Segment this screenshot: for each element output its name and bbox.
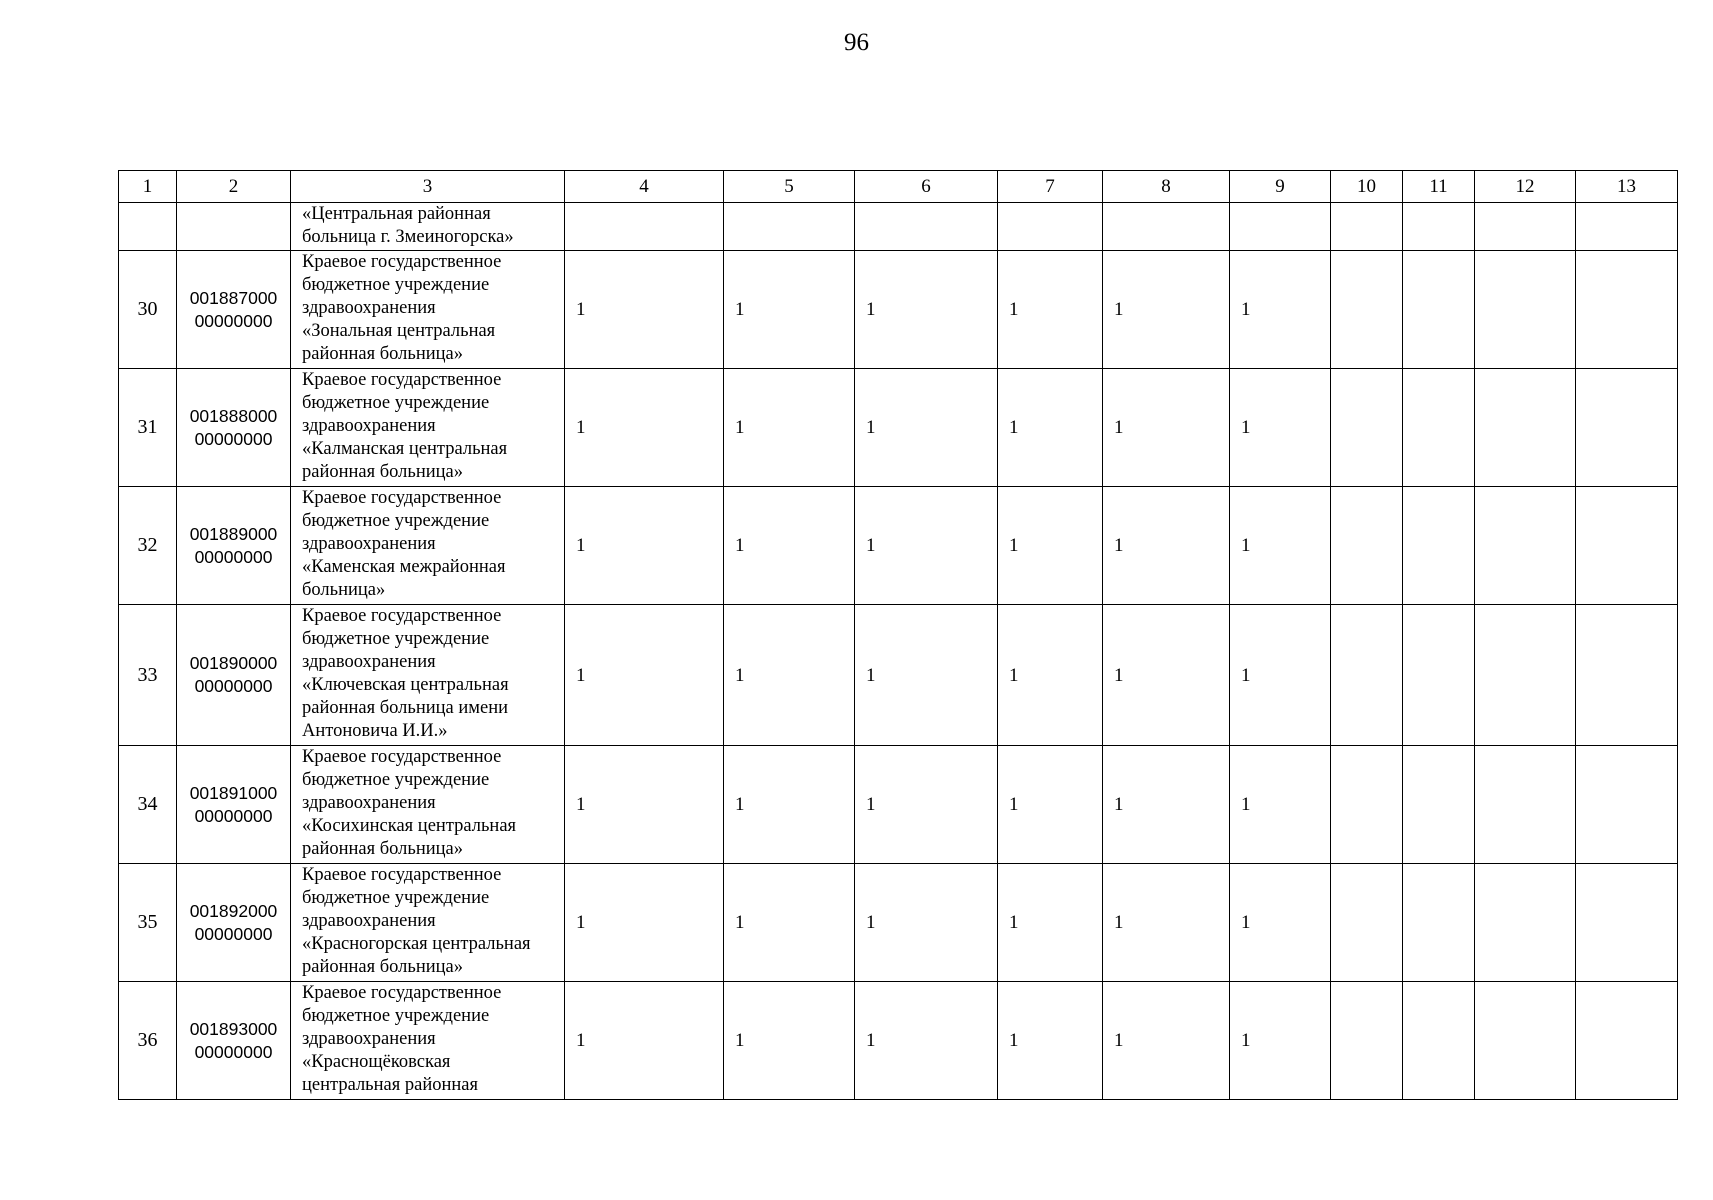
institution-code-line: 001888000 [189, 405, 278, 426]
value-cell-col-10 [1331, 203, 1403, 251]
column-number-header: 1 [119, 171, 177, 203]
value-cell-col-7: 1 [998, 487, 1103, 605]
value-cell-col-12 [1475, 982, 1576, 1100]
value-cell-col-11 [1403, 746, 1475, 864]
institution-code-line: 00000000 [194, 805, 273, 826]
value-cell-col-4 [565, 203, 724, 251]
value-cell-col-11 [1403, 982, 1475, 1100]
institution-code [177, 369, 291, 487]
value-cell-col-12 [1475, 487, 1576, 605]
institution-code-line: 001891000 [189, 782, 278, 803]
value-cell-col-8: 1 [1103, 746, 1230, 864]
value-cell-col-12 [1475, 203, 1576, 251]
institution-code-line: 001887000 [189, 287, 278, 308]
value-cell-col-5: 1 [724, 487, 855, 605]
column-number-header: 13 [1576, 171, 1678, 203]
value-cell-col-7 [998, 203, 1103, 251]
column-number-header: 4 [565, 171, 724, 203]
row-number: 36 [119, 982, 177, 1100]
value-cell-col-6: 1 [855, 982, 998, 1100]
value-cell-col-4: 1 [565, 864, 724, 982]
value-cell-col-6: 1 [855, 487, 998, 605]
institution-name: Краевое государственное бюджетное учреждение здравоохранения «Зональная центральная районная больница» [291, 251, 565, 369]
table-body [119, 171, 1678, 1100]
row-number: 31 [119, 369, 177, 487]
value-cell-col-7: 1 [998, 746, 1103, 864]
row-number: 33 [119, 605, 177, 746]
column-number-header-row [119, 171, 1678, 203]
value-cell-col-10 [1331, 487, 1403, 605]
value-cell-col-4: 1 [565, 487, 724, 605]
institution-name: Краевое государственное бюджетное учреждение здравоохранения «Ключевская центральная районная больница имени Антоновича И.И.» [291, 605, 565, 746]
value-cell-col-4: 1 [565, 251, 724, 369]
institution-name: Краевое государственное бюджетное учреждение здравоохранения «Косихинская центральная районная больница» [291, 746, 565, 864]
value-cell-col-8 [1103, 203, 1230, 251]
value-cell-col-5 [724, 203, 855, 251]
institution-name: Краевое государственное бюджетное учреждение здравоохранения «Красногорская центральная районная больница» [291, 864, 565, 982]
value-cell-col-11 [1403, 487, 1475, 605]
column-number-header: 11 [1403, 171, 1475, 203]
institution-code-line: 001890000 [189, 653, 278, 673]
value-cell-col-5: 1 [724, 605, 855, 746]
value-cell-col-9: 1 [1230, 369, 1331, 487]
institution-code-line: 00000000 [194, 546, 273, 567]
institution-code [177, 203, 291, 251]
table-row [119, 982, 1678, 1100]
institution-code-line: 00000000 [194, 676, 273, 696]
value-cell-col-4: 1 [565, 982, 724, 1100]
column-number-header: 10 [1331, 171, 1403, 203]
column-number-header: 8 [1103, 171, 1230, 203]
row-number: 35 [119, 864, 177, 982]
value-cell-col-13 [1576, 605, 1678, 746]
value-cell-col-10 [1331, 746, 1403, 864]
value-cell-col-8: 1 [1103, 369, 1230, 487]
table-row [119, 369, 1678, 487]
table-row [119, 487, 1678, 605]
value-cell-col-9: 1 [1230, 251, 1331, 369]
table-row [119, 746, 1678, 864]
institution-code-line: 00000000 [194, 428, 273, 449]
institution-code-line: 00000000 [194, 1041, 273, 1062]
value-cell-col-7: 1 [998, 251, 1103, 369]
value-cell-col-9 [1230, 203, 1331, 251]
institution-code [177, 487, 291, 605]
value-cell-col-6: 1 [855, 605, 998, 746]
value-cell-col-5: 1 [724, 864, 855, 982]
value-cell-col-11 [1403, 369, 1475, 487]
table-row [119, 605, 1678, 746]
value-cell-col-7: 1 [998, 369, 1103, 487]
data-table [118, 170, 1678, 1100]
value-cell-col-10 [1331, 605, 1403, 746]
value-cell-col-11 [1403, 203, 1475, 251]
value-cell-col-5: 1 [724, 746, 855, 864]
column-number-header: 7 [998, 171, 1103, 203]
value-cell-col-13 [1576, 369, 1678, 487]
value-cell-col-5: 1 [724, 369, 855, 487]
institution-code-line: 001893000 [189, 1018, 278, 1039]
column-number-header: 5 [724, 171, 855, 203]
value-cell-col-4: 1 [565, 746, 724, 864]
value-cell-col-6: 1 [855, 864, 998, 982]
value-cell-col-4: 1 [565, 605, 724, 746]
value-cell-col-13 [1576, 746, 1678, 864]
value-cell-col-6: 1 [855, 251, 998, 369]
institution-code-line: 001889000 [189, 523, 278, 544]
value-cell-col-11 [1403, 251, 1475, 369]
value-cell-col-13 [1576, 982, 1678, 1100]
institution-name: Краевое государственное бюджетное учреждение здравоохранения «Калманская центральная районная больница» [291, 369, 565, 487]
row-number [119, 203, 177, 251]
value-cell-col-6 [855, 203, 998, 251]
value-cell-col-12 [1475, 746, 1576, 864]
value-cell-col-9: 1 [1230, 982, 1331, 1100]
table-row [119, 864, 1678, 982]
institution-name: Краевое государственное бюджетное учреждение здравоохранения «Каменская межрайонная больница» [291, 487, 565, 605]
value-cell-col-13 [1576, 487, 1678, 605]
value-cell-col-8: 1 [1103, 864, 1230, 982]
institution-code [177, 864, 291, 982]
value-cell-col-13 [1576, 203, 1678, 251]
column-number-header: 9 [1230, 171, 1331, 203]
value-cell-col-9: 1 [1230, 487, 1331, 605]
value-cell-col-7: 1 [998, 605, 1103, 746]
institution-code-line: 001892000 [189, 900, 278, 921]
value-cell-col-9: 1 [1230, 864, 1331, 982]
value-cell-col-9: 1 [1230, 605, 1331, 746]
value-cell-col-9: 1 [1230, 746, 1331, 864]
value-cell-col-10 [1331, 864, 1403, 982]
value-cell-col-10 [1331, 369, 1403, 487]
row-number: 30 [119, 251, 177, 369]
institution-code [177, 251, 291, 369]
value-cell-col-12 [1475, 605, 1576, 746]
page-number: 96 [844, 29, 869, 56]
value-cell-col-5: 1 [724, 251, 855, 369]
value-cell-col-13 [1576, 251, 1678, 369]
row-number: 32 [119, 487, 177, 605]
table-row [119, 203, 1678, 251]
value-cell-col-12 [1475, 369, 1576, 487]
institution-name: «Центральная районная больница г. Змеиногорска» [291, 203, 565, 251]
institution-code-line: 00000000 [194, 310, 273, 331]
column-number-header: 2 [177, 171, 291, 203]
institution-code [177, 746, 291, 864]
institution-code [177, 982, 291, 1100]
value-cell-col-10 [1331, 982, 1403, 1100]
value-cell-col-5: 1 [724, 982, 855, 1100]
institution-code-line: 00000000 [194, 923, 273, 944]
column-number-header: 3 [291, 171, 565, 203]
value-cell-col-4: 1 [565, 369, 724, 487]
value-cell-col-6: 1 [855, 746, 998, 864]
value-cell-col-6: 1 [855, 369, 998, 487]
value-cell-col-13 [1576, 864, 1678, 982]
value-cell-col-11 [1403, 605, 1475, 746]
value-cell-col-8: 1 [1103, 982, 1230, 1100]
column-number-header: 12 [1475, 171, 1576, 203]
value-cell-col-12 [1475, 251, 1576, 369]
value-cell-col-8: 1 [1103, 487, 1230, 605]
value-cell-col-12 [1475, 864, 1576, 982]
value-cell-col-11 [1403, 864, 1475, 982]
column-number-header: 6 [855, 171, 998, 203]
value-cell-col-8: 1 [1103, 605, 1230, 746]
value-cell-col-8: 1 [1103, 251, 1230, 369]
institution-code [177, 605, 291, 746]
table-row [119, 251, 1678, 369]
institution-name: Краевое государственное бюджетное учреждение здравоохранения «Краснощёковская центральная районная [291, 982, 565, 1100]
row-number: 34 [119, 746, 177, 864]
value-cell-col-7: 1 [998, 864, 1103, 982]
value-cell-col-10 [1331, 251, 1403, 369]
value-cell-col-7: 1 [998, 982, 1103, 1100]
